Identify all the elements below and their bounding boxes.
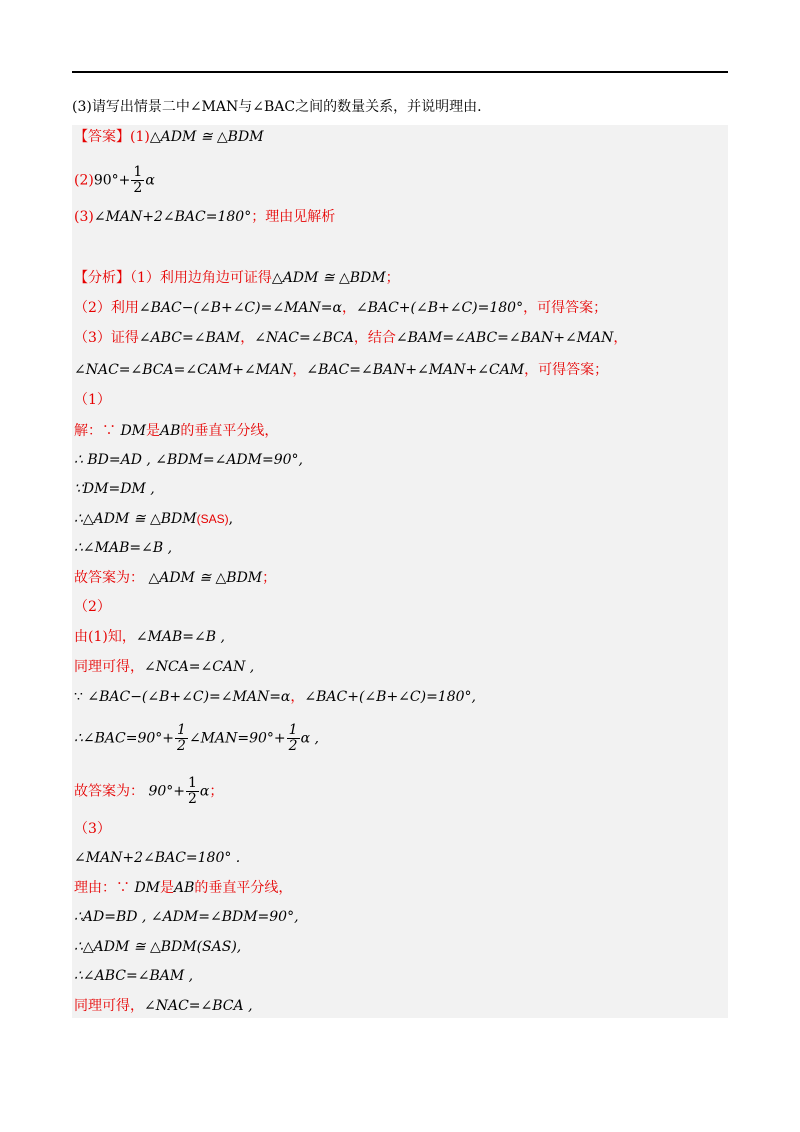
analysis-tag: 【分析】: [74, 270, 130, 286]
answer-line-3: (3)∠MAN+2∠BAC=180°；理由见解析: [74, 209, 336, 225]
answer-line-1: 【答案】(1)△ADM ≅ △BDM: [74, 129, 264, 145]
analysis-line-1: 【分析】（1）利用边角边可证得△ADM ≅ △BDM；: [74, 270, 400, 286]
analysis-line-4: ∠NAC=∠BCA=∠CAM+∠MAN，∠BAC=∠BAN+∠MAN+∠CAM，可得答案；: [74, 362, 609, 378]
sol3-line-3: ∴AD=BD , ∠ADM=∠BDM=90°,: [74, 909, 299, 925]
sol1-line-2: ∴ BD=AD , ∠BDM=∠ADM=90°,: [74, 452, 303, 468]
sol1-line-6: 故答案为： △ADM ≅ △BDM；: [74, 570, 277, 586]
sol3-line-6: 同理可得，∠NAC=∠BCA ,: [74, 998, 253, 1014]
sol1-line-4: ∴△ADM ≅ △BDM(SAS),: [74, 511, 234, 527]
analysis-line-3: （3）证得∠ABC=∠BAM，∠NAC=∠BCA，结合∠BAM=∠ABC=∠BAN+∠MAN，: [74, 330, 628, 346]
sol3-line-4: ∴△ADM ≅ △BDM(SAS),: [74, 939, 242, 955]
sol2-label: （2）: [74, 599, 111, 615]
sol3-line-5: ∴∠ABC=∠BAM ,: [74, 968, 194, 984]
sol2-line-1: 由(1)知，∠MAB=∠B ,: [74, 629, 225, 645]
fraction: $\frac{1}{2}$: [288, 722, 298, 754]
answer-1-math: △ADM ≅ △BDM: [149, 129, 264, 145]
sol2-line-4: ∴∠BAC=90°+ $\frac{1}{2}$ ∠MAN=90°+ $\frac{1}{2}$ α ,: [74, 722, 319, 754]
question-text: (3)请写出情景二中∠MAN与∠BAC之间的数量关系，并说明理由.: [72, 99, 482, 115]
answer-line-2: (2)90°+ $\frac{1}{2}$ α: [74, 164, 155, 196]
sol1-line-3: ∵DM=DM ,: [74, 481, 155, 497]
answer-tag: 【答案】: [74, 129, 130, 145]
sol2-line-2: 同理可得，∠NCA=∠CAN ,: [74, 659, 255, 675]
sol1-line-1: 解：∵ DM是AB的垂直平分线，: [74, 423, 279, 439]
sol3-line-1: ∠MAN+2∠BAC=180° .: [74, 850, 241, 866]
fraction: $\frac{1}{2}$: [133, 164, 143, 196]
analysis-line-2: （2）利用∠BAC−(∠B+∠C)=∠MAN=α，∠BAC+(∠B+∠C)=180°，可得答案；: [74, 300, 608, 316]
sol2-line-3: ∵ ∠BAC−(∠B+∠C)=∠MAN=α，∠BAC+(∠B+∠C)=180°,: [74, 689, 476, 705]
fraction: $\frac{1}{2}$: [177, 722, 186, 754]
sol2-line-5: 故答案为： 90°+ $\frac{1}{2}$ α；: [74, 775, 224, 807]
sol1-line-5: ∴∠MAB=∠B ,: [74, 540, 173, 556]
sol3-line-2: 理由：∵ DM是AB的垂直平分线，: [74, 880, 293, 896]
sol1-label: （1）: [74, 392, 111, 408]
sol3-label: （3）: [74, 821, 111, 837]
fraction: $\frac{1}{2}$: [188, 775, 197, 807]
header-rule: [72, 71, 728, 73]
